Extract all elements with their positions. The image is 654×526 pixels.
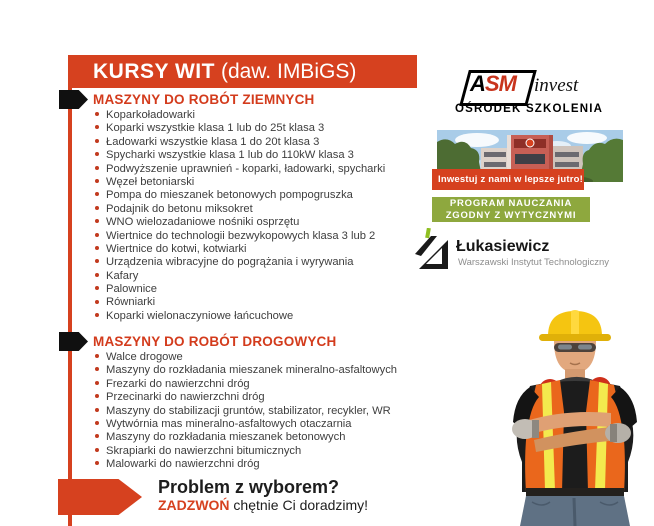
section-arrow-icon	[59, 332, 88, 351]
left-accent-line	[68, 55, 72, 526]
list-item-text: Frezarki do nawierzchni dróg	[106, 377, 250, 390]
list-item-text: Kafary	[106, 269, 139, 282]
footer-question: Problem z wyborem?	[158, 477, 340, 497]
list-item	[95, 283, 385, 296]
list-item	[95, 391, 397, 404]
list-item-text: Koparki wszystkie klasa 1 lub do 25t klasa 3	[106, 122, 325, 135]
list-item	[95, 243, 385, 256]
footer-call-rest: chętnie Ci doradzimy!	[229, 497, 369, 513]
bullet-icon	[95, 367, 99, 371]
footer-call-emphasis: ZADZWOŃ	[158, 497, 230, 513]
list-item	[95, 203, 385, 216]
list-maszyny-ziemne	[95, 109, 385, 323]
bullet-icon	[95, 461, 99, 465]
bullet-icon	[95, 313, 99, 317]
list-item-text: Podwyższenie uprawnień - koparki, ładowarki, spycharki	[106, 162, 386, 175]
list-item-text: Wiertnice do technologii bezwykopowych klasa 3 lub 2	[106, 229, 376, 242]
asm-letter-m: M	[498, 71, 516, 96]
bullet-icon	[95, 354, 99, 358]
bullet-icon	[95, 233, 99, 237]
bullet-icon	[95, 179, 99, 183]
list-item-text: Podajnik do betonu miksokret	[106, 202, 253, 215]
program-banner	[432, 197, 590, 222]
bullet-icon	[95, 286, 99, 290]
list-item	[95, 458, 397, 471]
list-item-text: Malowarki do nawierzchni dróg	[106, 458, 260, 471]
list-item-text: Pompa do mieszanek betonowych pompogruszka	[106, 189, 353, 202]
section-arrow-icon	[59, 90, 88, 109]
worker-photo	[470, 300, 654, 526]
bullet-icon	[95, 192, 99, 196]
list-item	[95, 163, 385, 176]
list-item-text: Maszyny do rozkładania mieszanek mineralno-asfaltowych	[106, 364, 398, 377]
list-maszyny-drogowe	[95, 351, 397, 472]
photo-caption-banner: Inwestuj z nami w lepsze jutro!	[432, 169, 584, 190]
bullet-icon	[95, 219, 99, 223]
list-item-text: Węzeł betoniarski	[106, 175, 195, 188]
list-item-text: Skrapiarki do nawierzchni bitumicznych	[106, 444, 302, 457]
list-item-text: Ładowarki wszystkie klasa 1 do 20t klasa 3	[106, 135, 320, 148]
list-item	[95, 189, 385, 202]
list-item	[95, 418, 397, 431]
footer-call-line	[158, 497, 368, 513]
asm-letter-s: S	[484, 71, 499, 96]
header-banner	[68, 55, 417, 88]
list-item	[95, 122, 385, 135]
section-heading-drogowe: MASZYNY DO ROBÓT DROGOWYCH	[93, 334, 337, 349]
list-item-text: Spycharki wszystkie klasa 1 lub do 110kW klasa 3	[106, 149, 354, 162]
list-item	[95, 109, 385, 122]
page-title: KURSY WIT	[93, 59, 215, 83]
asm-invest-wordmark: invest	[534, 75, 579, 96]
list-item-text: Wytwórnia mas mineralno-asfaltowych otaczarnia	[106, 417, 352, 430]
list-item	[95, 431, 397, 444]
list-item	[95, 364, 397, 377]
list-item-text: Maszyny do rozkładania mieszanek betonowych	[106, 431, 346, 444]
list-item	[95, 136, 385, 149]
footer-arrow-icon	[58, 479, 142, 515]
bullet-icon	[95, 300, 99, 304]
asm-logo-subtitle: OŚRODEK SZKOLENIA	[455, 103, 604, 115]
list-item	[95, 378, 397, 391]
program-banner-line2: ZGODNY Z WYTYCZNYMI	[445, 209, 577, 221]
bullet-icon	[95, 166, 99, 170]
section-heading-ziemne: MASZYNY DO ROBÓT ZIEMNYCH	[93, 92, 315, 107]
bullet-icon	[95, 421, 99, 425]
list-item	[95, 270, 385, 283]
list-item	[95, 445, 397, 458]
list-item-text: Urządzenia wibracyjne do pogrążania i wyrywania	[106, 256, 354, 269]
list-item	[95, 256, 385, 269]
bullet-icon	[95, 273, 99, 277]
page-subtitle: (daw. IMBiGS)	[220, 59, 357, 83]
lukasiewicz-subtitle: Warszawski Instytut Technologiczny	[458, 257, 610, 268]
bullet-icon	[95, 448, 99, 452]
list-item-text: Koparkoładowarki	[106, 109, 195, 121]
list-item	[95, 176, 385, 189]
list-item	[95, 351, 397, 364]
list-item-text: Palownice	[106, 283, 157, 296]
list-item-text: Maszyny do stabilizacji gruntów, stabilizator, recykler, WR	[106, 404, 391, 417]
list-item	[95, 310, 385, 323]
list-item-text: Równiarki	[106, 296, 156, 309]
list-item	[95, 216, 385, 229]
list-item	[95, 230, 385, 243]
bullet-icon	[95, 259, 99, 263]
bullet-icon	[95, 381, 99, 385]
asm-letter-a: A	[470, 71, 485, 96]
bullet-icon	[95, 434, 99, 438]
bullet-icon	[95, 408, 99, 412]
bullet-icon	[95, 152, 99, 156]
bullet-icon	[95, 394, 99, 398]
bullet-icon	[95, 246, 99, 250]
asm-logo-text	[470, 71, 516, 97]
list-item-text: Walce drogowe	[106, 351, 183, 363]
program-banner-line1: PROGRAM NAUCZANIA	[449, 198, 573, 209]
list-item-text: Wiertnice do kotwi, kotwiarki	[106, 242, 247, 255]
list-item-text: WNO wielozadaniowe nośniki osprzętu	[106, 216, 300, 229]
list-item	[95, 405, 397, 418]
bullet-icon	[95, 139, 99, 143]
bullet-icon	[95, 206, 99, 210]
bullet-icon	[95, 125, 99, 129]
lukasiewicz-logo-icon	[413, 228, 453, 270]
bullet-icon	[95, 112, 99, 116]
list-item-text: Koparki wielonaczyniowe łańcuchowe	[106, 309, 294, 322]
list-item	[95, 296, 385, 309]
list-item	[95, 149, 385, 162]
list-item-text: Przecinarki do nawierzchni dróg	[106, 391, 265, 404]
lukasiewicz-name: Łukasiewicz	[456, 238, 550, 255]
